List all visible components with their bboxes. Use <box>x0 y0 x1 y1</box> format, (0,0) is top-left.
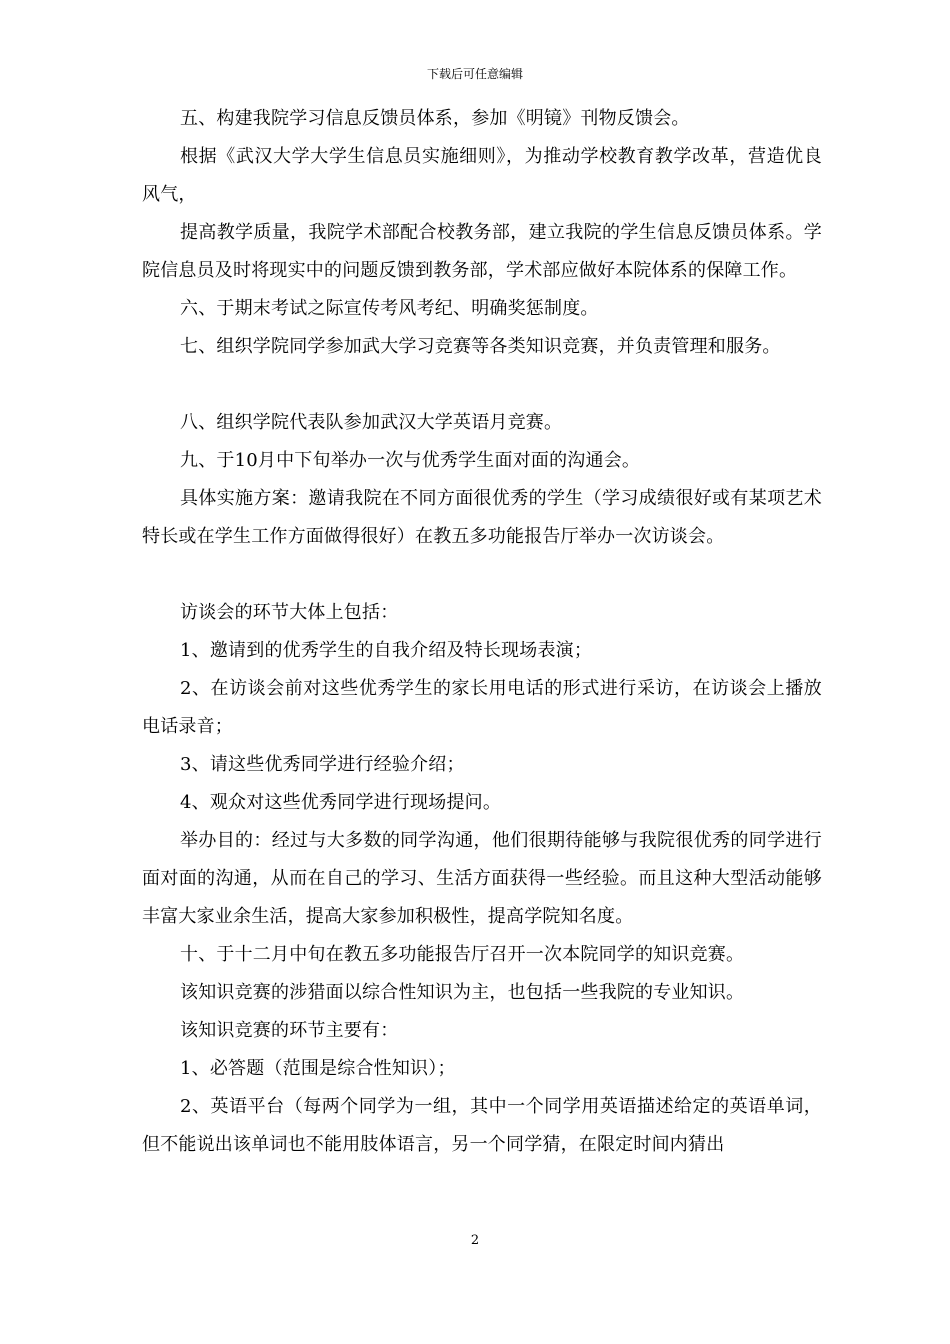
paragraph: 该知识竞赛的涉猎面以综合性知识为主，也包括一些我院的专业知识。 <box>180 982 745 1003</box>
paragraph: 八、组织学院代表队参加武汉大学英语月竞赛。 <box>180 412 563 433</box>
paragraph: 2、在访谈会前对这些优秀学生的家长用电话的形式进行采访，在访谈会上播放电话录音； <box>142 678 822 737</box>
document-body <box>142 100 822 1164</box>
paragraph: 1、邀请到的优秀学生的自我介绍及特长现场表演； <box>180 640 593 661</box>
paragraph: 九、于10月中下旬举办一次与优秀学生面对面的沟通会。 <box>180 450 641 471</box>
blank-line <box>142 556 822 594</box>
paragraph: 举办目的：经过与大多数的同学沟通，他们很期待能够与我院很优秀的同学进行面对面的沟通，从而在自己的学习、生活方面获得一些经验。而且这种大型活动能够丰富大家业余生活，提高大家参加积极性，提高学院知名度。 <box>142 830 822 927</box>
paragraph: 1、必答题（范围是综合性知识）； <box>180 1058 456 1079</box>
paragraph: 根据《武汉大学大学生信息员实施细则》，为推动学校教育教学改革，营造优良风气， <box>142 146 822 205</box>
blank-line <box>142 366 822 404</box>
paragraph: 提高教学质量，我院学术部配合校教务部，建立我院的学生信息反馈员体系。学院信息员及时将现实中的问题反馈到教务部，学术部应做好本院体系的保障工作。 <box>142 222 822 281</box>
paragraph: 六、于期末考试之际宣传考风考纪、明确奖惩制度。 <box>180 298 599 319</box>
paragraph: 4、观众对这些优秀同学进行现场提问。 <box>180 792 502 813</box>
paragraph: 五、构建我院学习信息反馈员体系，参加《明镜》刊物反馈会。 <box>180 108 690 129</box>
page-number: 2 <box>470 1233 480 1248</box>
paragraph: 该知识竞赛的环节主要有： <box>180 1020 399 1041</box>
paragraph: 2、英语平台（每两个同学为一组，其中一个同学用英语描述给定的英语单词，但不能说出该单词也不能用肢体语言，另一个同学猜，在限定时间内猜出 <box>142 1096 822 1155</box>
page-header: 下载后可任意编辑 <box>426 67 523 81</box>
paragraph: 3、请这些优秀同学进行经验介绍； <box>180 754 465 775</box>
paragraph: 七、组织学院同学参加武大学习竞赛等各类知识竞赛，并负责管理和服务。 <box>180 336 781 357</box>
paragraph: 十、于十二月中旬在教五多功能报告厅召开一次本院同学的知识竞赛。 <box>180 944 745 965</box>
paragraph: 具体实施方案：邀请我院在不同方面很优秀的学生（学习成绩很好或有某项艺术特长或在学生工作方面做得很好）在教五多功能报告厅举办一次访谈会。 <box>142 488 822 547</box>
paragraph: 访谈会的环节大体上包括： <box>180 602 399 623</box>
